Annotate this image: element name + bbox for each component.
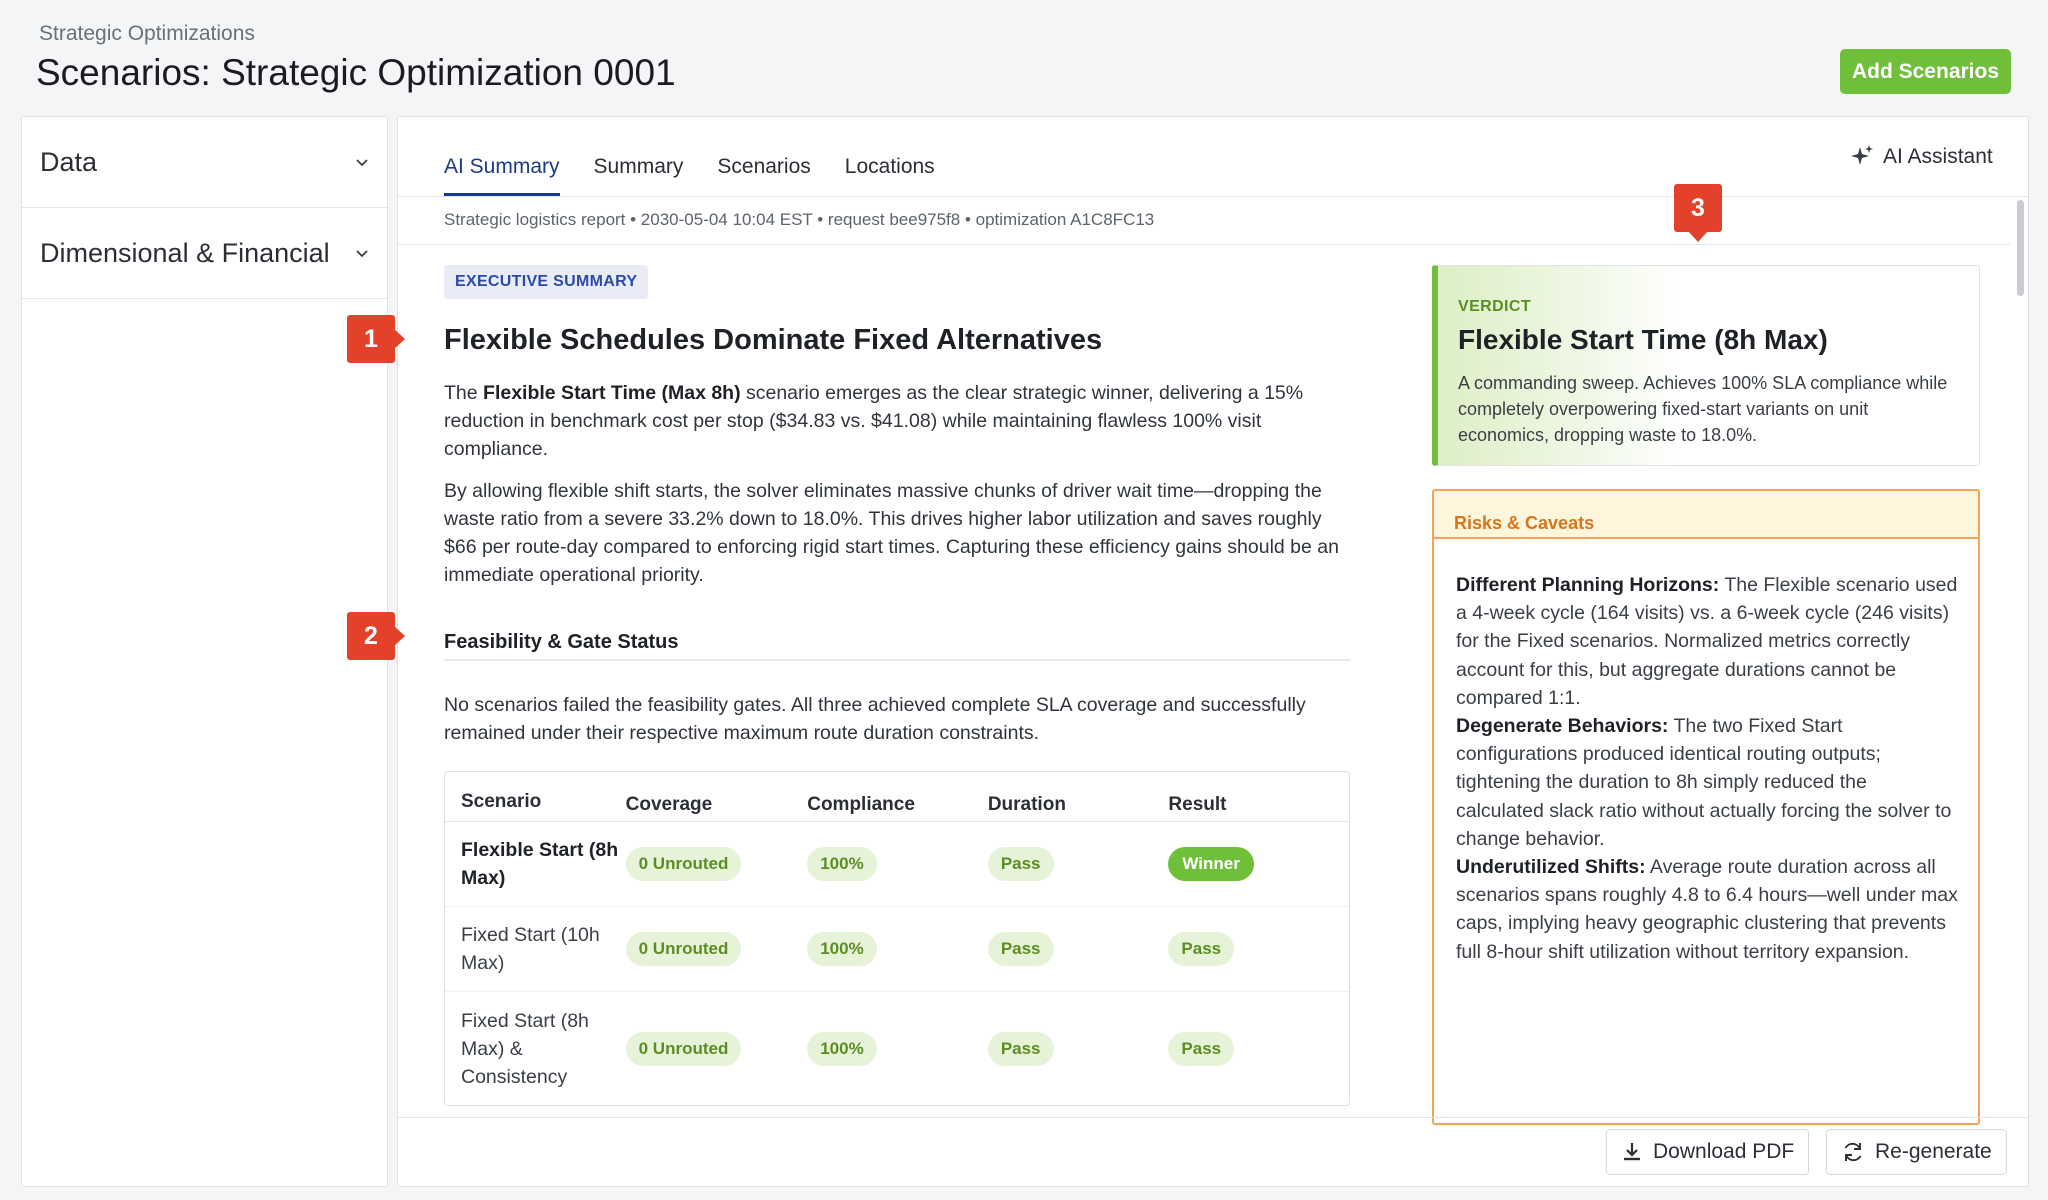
page-title: Scenarios: Strategic Optimization 0001 xyxy=(36,52,676,93)
scenario-cell: Flexible Start (8h Max) xyxy=(461,839,619,889)
sidebar-item-data[interactable] xyxy=(22,117,387,208)
risk-item: Degenerate Behaviors: The two Fixed Start configurations produced identical routing outputs; tightening the duration to 8h simply reduced the calculated slack ratio without actually forcing the solver to change behavior. xyxy=(1456,715,1952,850)
table-row xyxy=(445,907,1349,992)
regenerate-button[interactable] xyxy=(1826,1129,2007,1175)
scenario-cell: Fixed Start (8h Max) & Consistency xyxy=(461,1009,589,1088)
breadcrumb[interactable]: Strategic Optimizations xyxy=(39,22,255,45)
risk-item: Underutilized Shifts: Average route duration across all scenarios spans roughly 4.8 to 6.4 hours—well under max caps, implying heavy geographic clustering that prevents full 8-hour shift utilization without territory expansion. xyxy=(1456,856,1958,963)
status-badge: Pass xyxy=(988,932,1054,966)
feasibility-table xyxy=(444,771,1350,1106)
ai-assistant-button[interactable] xyxy=(1849,144,1993,170)
column-header: Coverage xyxy=(625,794,713,815)
status-badge: Pass xyxy=(988,1032,1054,1066)
tab-bar xyxy=(444,155,969,196)
status-badge: 100% xyxy=(807,1032,876,1066)
summary-paragraph: By allowing flexible shift starts, the solver eliminates massive chunks of driver wait time—dropping the waste ratio from a severe 33.2% down to 18.0%. This drives higher labor utilization and saves roughly $66 per route-day compared to enforcing rigid start times. Capturing these efficiency gains should be an immediate operational priority. xyxy=(444,480,1339,586)
arrow-down-icon xyxy=(1674,184,1726,258)
download-pdf-button[interactable] xyxy=(1606,1129,1809,1175)
status-badge: Pass xyxy=(1168,932,1234,966)
summary-content xyxy=(444,265,1350,1106)
verdict-title: Flexible Start Time (8h Max) xyxy=(1458,324,1828,355)
column-header: Compliance xyxy=(807,794,915,815)
tab-ai-summary[interactable]: AI Summary xyxy=(444,155,560,196)
risks-body xyxy=(1434,539,1978,966)
column-header: Scenario xyxy=(461,791,542,812)
tab-scenarios[interactable]: Scenarios xyxy=(717,155,811,178)
download-icon xyxy=(1621,1141,1643,1163)
divider xyxy=(398,244,2010,245)
sidebar xyxy=(21,116,388,1187)
winner-badge: Winner xyxy=(1168,847,1253,881)
section-badge: EXECUTIVE SUMMARY xyxy=(444,265,648,299)
download-pdf-label: Download PDF xyxy=(1653,1140,1795,1163)
table-header xyxy=(445,772,1349,822)
scrollbar-thumb[interactable] xyxy=(2017,200,2024,296)
table-row xyxy=(445,992,1349,1105)
sidebar-item-dimensional-financial[interactable] xyxy=(22,208,387,299)
add-scenarios-button[interactable]: Add Scenarios xyxy=(1840,49,2011,94)
sidebar-item-label: Data xyxy=(40,146,98,177)
risks-title: Risks & Caveats xyxy=(1434,491,1978,539)
summary-heading: Flexible Schedules Dominate Fixed Alternatives xyxy=(444,324,1103,356)
column-header: Result xyxy=(1168,794,1227,815)
status-badge: 100% xyxy=(807,847,876,881)
divider xyxy=(398,196,2028,197)
annotation-marker-3: 3 xyxy=(1674,184,1726,258)
summary-paragraph: The Flexible Start Time (Max 8h) scenario emerges as the clear strategic winner, delivering a 15% reduction in benchmark cost per stop ($34.83 vs. $41.08) while maintaining flawless 100% visit compliance. xyxy=(444,382,1304,460)
status-badge: 0 Unrouted xyxy=(626,932,742,966)
table-row xyxy=(445,822,1349,907)
report-meta: Strategic logistics report • 2030-05-04 10:04 EST • request bee975f8 • optimization A1C8FC13 xyxy=(444,210,1155,229)
status-badge: Pass xyxy=(1168,1032,1234,1066)
feasibility-heading: Feasibility & Gate Status xyxy=(444,631,1350,661)
status-badge: 0 Unrouted xyxy=(626,847,742,881)
annotation-marker-1: 1 xyxy=(347,315,423,363)
annotation-marker-2: 2 xyxy=(347,612,423,660)
status-badge: 0 Unrouted xyxy=(626,1032,742,1066)
ai-assistant-label: AI Assistant xyxy=(1883,145,1993,168)
refresh-icon xyxy=(1841,1140,1865,1164)
verdict-card xyxy=(1432,265,1980,466)
column-header: Duration xyxy=(987,794,1066,815)
tab-summary[interactable]: Summary xyxy=(593,155,684,178)
feasibility-paragraph: No scenarios failed the feasibility gates. All three achieved complete SLA coverage and successfully remained under their respective maximum route duration constraints. xyxy=(444,694,1306,744)
status-badge: Pass xyxy=(988,847,1054,881)
sparkle-icon xyxy=(1849,144,1875,170)
arrow-right-icon xyxy=(347,315,423,363)
chevron-down-icon xyxy=(355,155,369,169)
verdict-label: VERDICT xyxy=(1458,298,1532,315)
scenario-cell: Fixed Start (10h Max) xyxy=(461,924,600,974)
tab-locations[interactable]: Locations xyxy=(844,155,935,178)
main-panel xyxy=(397,116,2029,1187)
risks-card xyxy=(1432,489,1980,1125)
chevron-down-icon xyxy=(355,246,369,260)
status-badge: 100% xyxy=(807,932,876,966)
arrow-right-icon xyxy=(347,612,423,660)
divider xyxy=(398,1117,2028,1118)
regenerate-label: Re-generate xyxy=(1875,1140,1992,1163)
verdict-text: A commanding sweep. Achieves 100% SLA compliance while completely overpowering fixed-start variants on unit economics, dropping waste to 18.0%. xyxy=(1458,373,1948,445)
risk-item: Different Planning Horizons: The Flexible scenario used a 4-week cycle (164 visits) vs. a 6-week cycle (246 visits) for the Fixed scenarios. Normalized metrics correctly account for this, but aggregate durations cannot be compared 1:1. xyxy=(1456,574,1958,709)
sidebar-item-label: Dimensional & Financial xyxy=(40,237,330,268)
